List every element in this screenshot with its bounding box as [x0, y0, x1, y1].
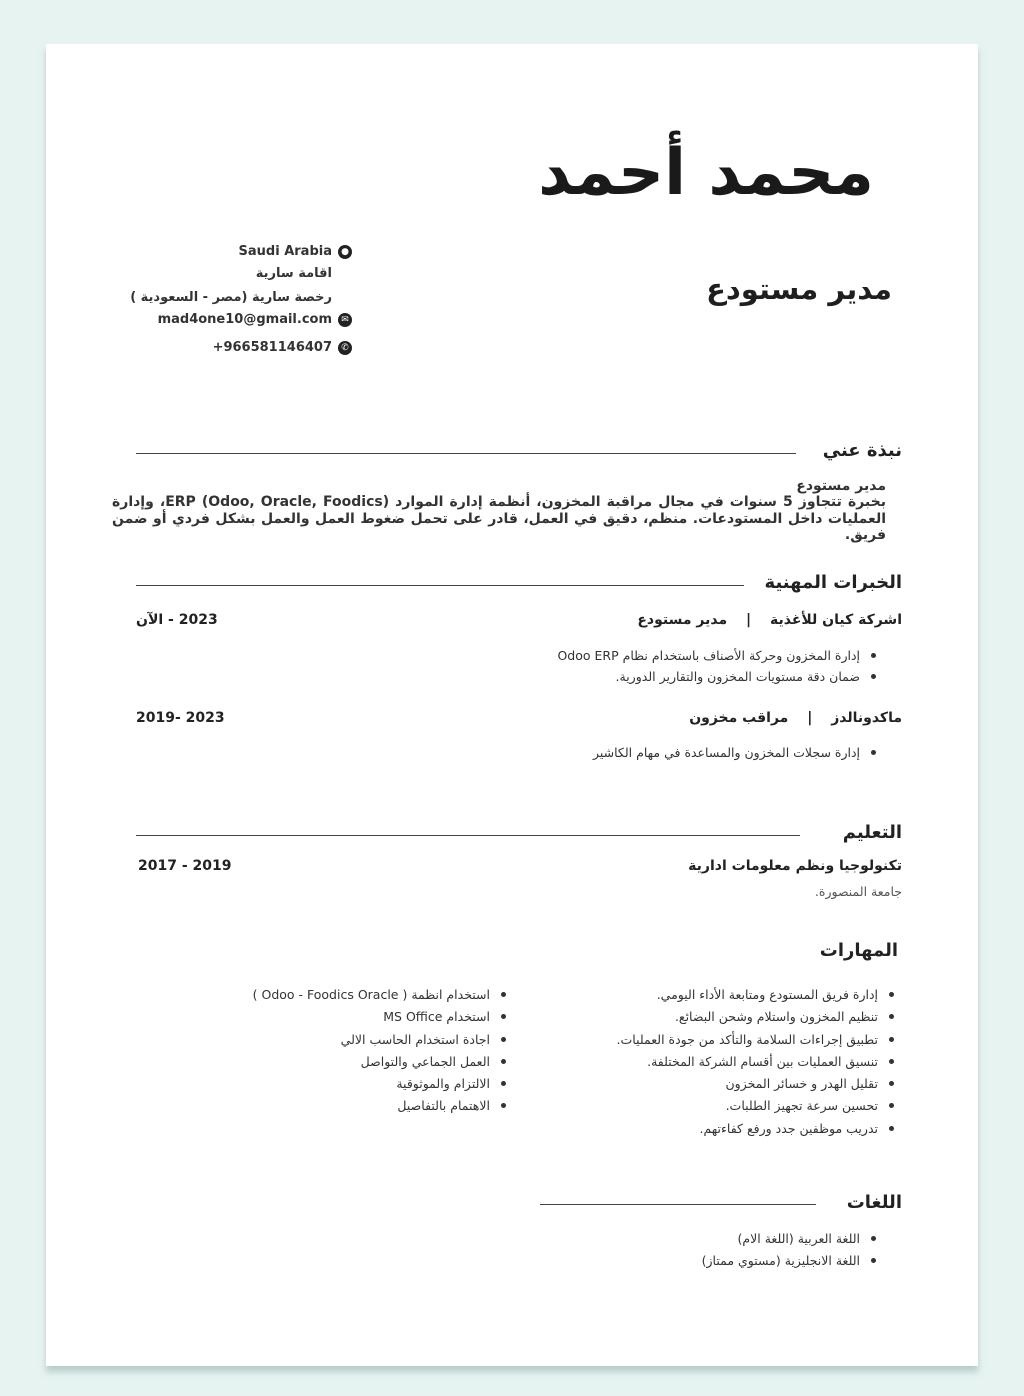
list-item: تنسيق العمليات بين أقسام الشركة المختلفة. [617, 1051, 896, 1073]
about-body: بخبرة تتجاوز 5 سنوات في مجال مراقبة المخزون، أنظمة إدارة الموارد ERP (Odoo, Oracle, Foodics)، وإدارة العمليات داخل المستودعات. منظم، دقيق في العمل، قادر على تحمل ضغوط العمل والعمل بشكل فردي أو ضمن فريق. [112, 494, 886, 543]
contact-license: رخصة سارية (مصر - السعودية ) [130, 290, 332, 305]
job-2-company: ماكدونالدز [831, 710, 902, 726]
job-1-separator: | [745, 612, 752, 628]
languages-section-title: اللغات [846, 1192, 902, 1213]
job-2-separator: | [807, 710, 813, 726]
contact-phone[interactable] [213, 340, 352, 355]
list-item: استخدام MS Office [253, 1006, 508, 1028]
list-item: تنظيم المخزون واستلام وشحن البضائع. [617, 1006, 896, 1028]
resume-page [46, 44, 978, 1366]
experience-divider [136, 585, 744, 586]
list-item: تطبيق إجراءات السلامة والتأكد من جودة العمليات. [617, 1029, 896, 1051]
list-item: تحسين سرعة تجهيز الطلبات. [617, 1095, 896, 1117]
languages-list [702, 1228, 878, 1272]
envelope-icon: ✉ [338, 313, 352, 327]
job-2-role: مراقب مخزون [689, 710, 789, 726]
job-1-company: اشركة كيان للأغذية [769, 612, 902, 628]
experience-section-title: الخبرات المهنية [764, 572, 902, 593]
skills-list-right [617, 984, 896, 1140]
country-text: Saudi Arabia [238, 244, 332, 259]
location-pin-icon: ● [338, 245, 352, 259]
candidate-name: محمد أحمد [538, 136, 874, 210]
list-item: اللغة العربية (اللغة الام) [702, 1228, 878, 1250]
skills-section-title: المهارات [819, 940, 898, 961]
list-item: الاهتمام بالتفاصيل [253, 1095, 508, 1117]
about-divider [136, 453, 796, 454]
job-2-date: 2019- 2023 [136, 710, 225, 726]
list-item: اللغة الانجليزية (مستوي ممتاز) [702, 1250, 878, 1272]
skills-list-left [253, 984, 508, 1118]
education-divider [136, 835, 800, 836]
job-1-date: 2023 - الآن [136, 612, 218, 628]
list-item: إدارة المخزون وحركة الأصناف باستخدام نظام Odoo ERP [557, 645, 878, 666]
education-degree: تكنولوجيا ونظم معلومات ادارية [688, 858, 902, 874]
list-item: العمل الجماعي والتواصل [253, 1051, 508, 1073]
education-university: جامعة المنصورة. [814, 884, 902, 899]
job-2-heading [689, 710, 902, 726]
phone-icon: ✆ [338, 341, 352, 355]
contact-residency: اقامة سارية [255, 266, 332, 281]
job-1-bullets [557, 645, 878, 687]
list-item: الالتزام والموثوقية [253, 1073, 508, 1095]
job-1-heading [637, 612, 902, 628]
languages-divider [540, 1204, 816, 1205]
list-item: ضمان دقة مستويات المخزون والتقارير الدورية. [557, 666, 878, 687]
job-2-bullets [593, 742, 878, 763]
contact-email[interactable] [158, 312, 352, 327]
list-item: إدارة سجلات المخزون والمساعدة في مهام الكاشير [593, 742, 878, 763]
list-item: تقليل الهدر و خسائر المخزون [617, 1073, 896, 1095]
about-section-title: نبذة عني [822, 440, 902, 461]
email-text[interactable]: mad4one10@gmail.com [157, 312, 332, 327]
job-title: مدير مستودع [706, 272, 892, 306]
education-section-title: التعليم [842, 822, 902, 843]
list-item: اجادة استخدام الحاسب الالي [253, 1029, 508, 1051]
about-subtitle: مدير مستودع [796, 478, 886, 494]
education-date: 2017 - 2019 [138, 858, 232, 874]
contact-country [239, 244, 352, 259]
job-1-role: مدير مستودع [637, 612, 728, 628]
list-item: تدريب موظفين جدد ورفع كفاءتهم. [617, 1118, 896, 1140]
phone-text[interactable]: +966581146407 [212, 340, 332, 355]
list-item: إدارة فريق المستودع ومتابعة الأداء اليومي. [617, 984, 896, 1006]
list-item: استخدام انظمة ( Odoo - Foodics Oracle ) [253, 984, 508, 1006]
